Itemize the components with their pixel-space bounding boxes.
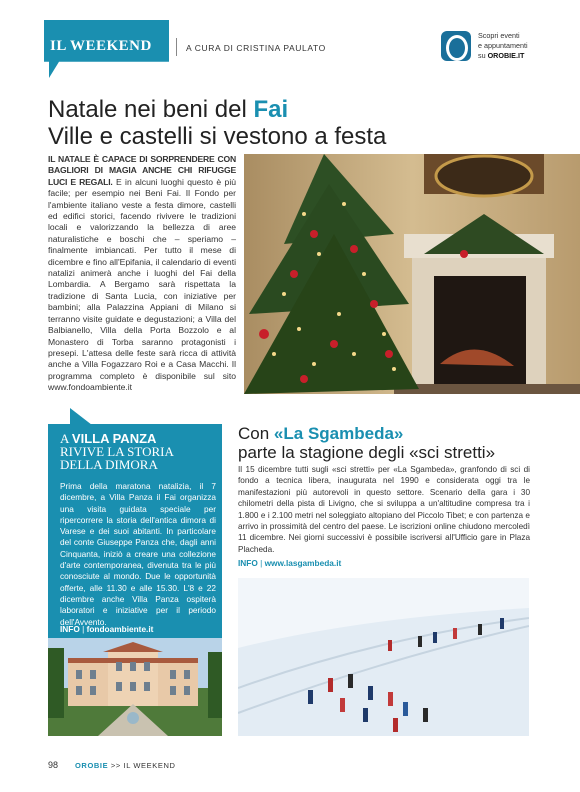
christmas-tree-illustration xyxy=(244,154,580,394)
promo-line-1: Scopri eventi xyxy=(478,31,520,40)
article-body xyxy=(48,154,236,394)
callout-notch xyxy=(70,408,92,425)
footer-section: OROBIE >> IL WEEKEND xyxy=(75,761,176,770)
villa-panza-photo xyxy=(48,638,222,736)
villa-illustration xyxy=(48,638,222,736)
orobie-logo-o-icon xyxy=(446,35,468,61)
header-divider xyxy=(176,38,177,56)
callout-body: Prima della maratona natalizia, il 7 dicembre, a Villa Panza il Fai organizza una visita guidata speciale per ripercorrere la storia dell'antica dimora di Varese e dei suoi abitanti. In particolare del conte Giuseppe Panza che, dagli anni Cinquanta, iniziò a creare una collezione d'arte contemporanea, divenuta tra le più conosciute al mondo. Due le opportunità offerte, alle 11.30 e alle 15.30. L'8 e 22 dicembre anche Villa Panza ospiterà laboratori e iniziative per il periodo dell'Avvento. xyxy=(60,481,216,627)
sgambeda-title-highlight: «La Sgambeda» xyxy=(273,424,404,443)
ski-race-illustration xyxy=(238,578,529,736)
article-title: Natale nei beni del Fai Ville e castelli si vestono a festa xyxy=(48,96,387,150)
sgambeda-body: Il 15 dicembre tutti sugli «sci stretti» per «La Sgambeda», granfondo di sci di fondo a tecnica libera, inaugurata nel 1990 e considerata oggi tra le manifestazioni più autorevoli in questo settore. Scenario della gara i 30 chilometri della pista di Livigno, che si sviluppa a un'altitudine compresa tra i 1.800 e i 2.100 metri nel soleggiato altopiano del Piccolo Tibet; e con partenza e arrivo in prossimità del centro del paese. Le iscrizioni online chiudono mercoledì 11 dicembre. Nei giorni successivi è possibile iscriversi all'Ufficio gare in Plaza Placheda. xyxy=(238,465,530,554)
promo-text xyxy=(478,31,548,61)
promo-site-link[interactable]: OROBIE.IT xyxy=(487,51,525,60)
curator-credit: A CURA DI CRISTINA PAULATO xyxy=(186,43,326,53)
sgambeda-info: INFO | www.lasgambeda.it xyxy=(238,558,342,568)
christmas-tree-photo xyxy=(244,154,580,394)
callout-title: A VILLA PANZA RIVIVE LA STORIA DELLA DIMORA xyxy=(60,431,174,472)
ski-race-photo xyxy=(238,578,529,736)
section-tab-label: IL WEEKEND xyxy=(50,38,152,54)
promo-line-2: e appuntamenti xyxy=(478,41,528,50)
promo-line-3: su OROBIE.IT xyxy=(478,51,525,60)
footer-magazine: OROBIE xyxy=(75,761,109,770)
article-lead: IL NATALE È CAPACE DI SORPRENDERE CON BAGLIORI DI MAGIA ANCHE CHI RIFUGGE LUCI E REGALI. xyxy=(48,154,236,187)
sgambeda-title: Con «La Sgambeda» parte la stagione degli «sci stretti» xyxy=(238,424,496,462)
callout-info-link[interactable]: fondoambiente.it xyxy=(86,624,154,634)
article-subtitle: Ville e castelli si vestono a festa xyxy=(48,123,387,150)
page-number: 98 xyxy=(48,760,59,770)
article-text: E in alcuni luoghi questo è più facile; per esempio nei Beni Fai. Il Fondo per l'ambiente italiano veste a festa dimore, castelli ed edifici storici, facendo rivivere le tradizioni locali e valorizzando la bellezza di aree naturalistiche e boschi che – speriamo – finalmente imbiancati. Per tutto il mese di dicembre e fino all'Epifania, il calendario di eventi natalizi animerà anche i luoghi del Fai della Lombardia. A Bergamo sarà rispettata la tradizione di Santa Lucia, con iniziative per bambini; alla Palazzina Appiani di Milano si terranno visite guidate e degustazioni; a Villa del Balbianello, Villa della Porta Bozzolo e al Monastero di Torba saranno protagonisti i presepi. L'attesa delle feste sarà ricca di attività anche a Villa Fogazzaro Roi e a Casa Macchi. Il programma completo è disponibile sul sito www.fondoambiente.it xyxy=(48,176,237,393)
sgambeda-info-link[interactable]: www.lasgambeda.it xyxy=(264,558,342,568)
title-highlight: Fai xyxy=(253,96,289,123)
callout-info: INFO | fondoambiente.it xyxy=(60,624,154,634)
